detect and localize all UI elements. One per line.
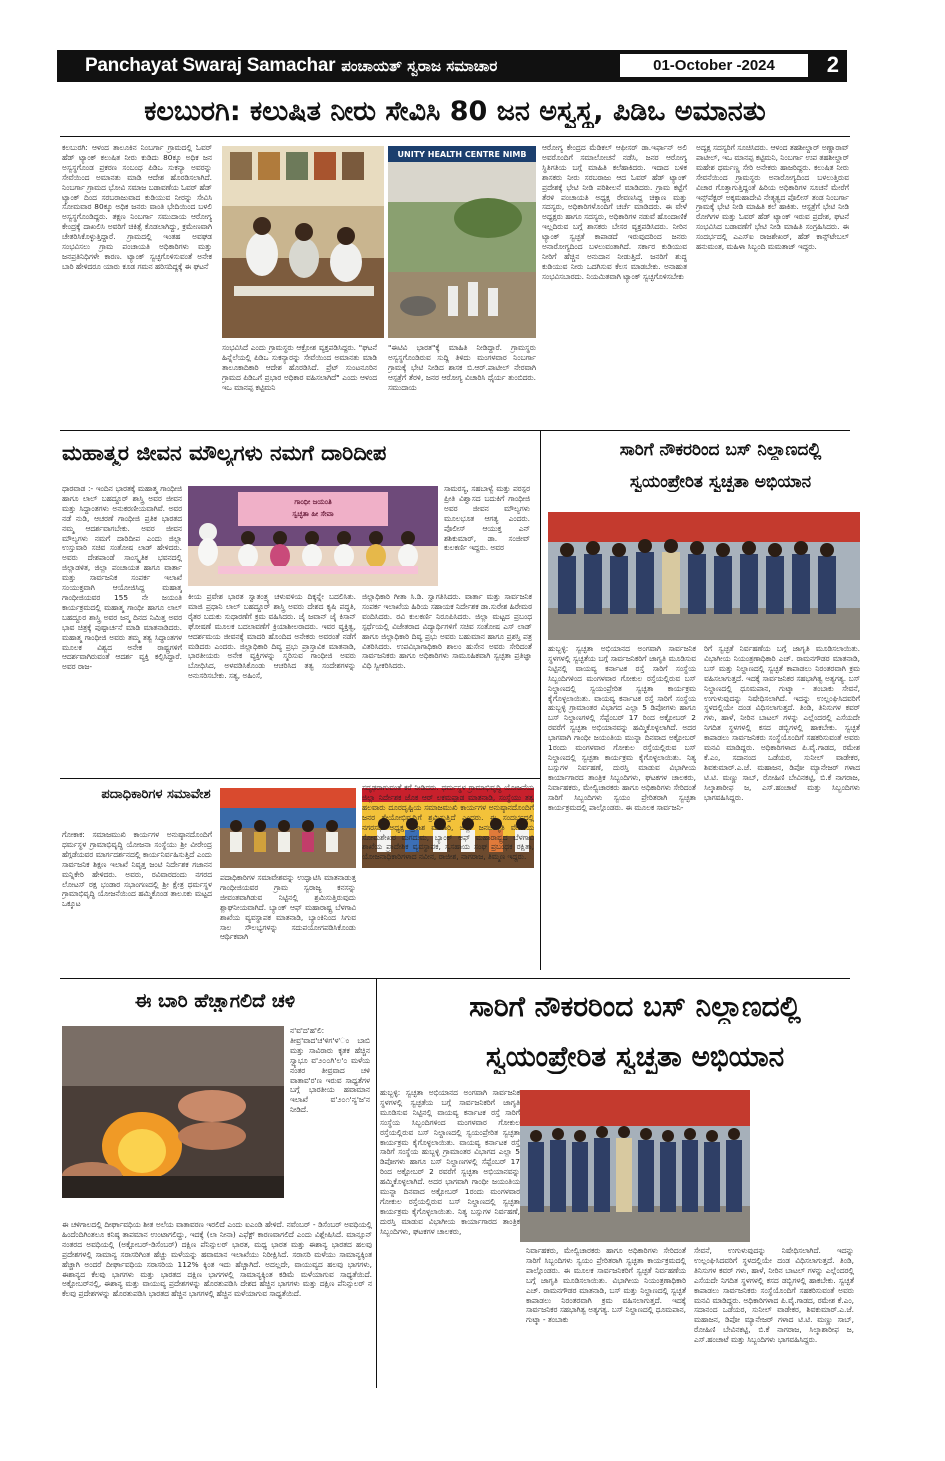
story2-column-1: ಧಾರವಾಡ :- ಇಂದಿನ ಭಾರತಕ್ಕೆ ಮಹಾತ್ಮ ಗಾಂಧೀಜಿ ಹಾಗೂ ಲಾಲ್ ಬಹದ್ದೂರ್ ಶಾಸ್ತ್ರಿ ಅವರ ಜೀವನ ಮತ್ತು ಸಿದ್ದಾಂತಗಳು ಅನುಕರಣೀಯವಾಗಿವೆ. ಅವರ ನಡೆ ನುಡಿ, ಆಚರಣೆ ಗಾಂಧೀಜಿ ಪ್ರತಿಕ ಭಾರತದ ನಮ್ಮ ಆದರ್ಶವಾಗಬೇಕು. ಅವರ ಜೀವನ ಮೌಲ್ಯಗಳು ನಮಗೆ ದಾರಿದೀಪ ಎಂದು ಜಿಲ್ಲಾ ಉಸ್ತುವಾರಿ ಸಚಿವ ಸಂತೋಷ ಲಾಡ್ ಹೇಳಿದರು. ಅವರು ದೇಶಪಾಂಡೆ ಸಾಂಸ್ಕೃತಿಕ ಭವನದಲ್ಲಿ ಜಿಲ್ಲಾಡಳಿತ, ಜಿಲ್ಲಾ ಪಂಚಾಯತ ಹಾಗೂ ವಾರ್ತಾ ಮತ್ತು ಸಾರ್ವಜನಿಕ ಸಂಪರ್ಕ ಇಲಾಖೆ ಸಂಯುಕ್ತವಾಗಿ ಆಯೋಜಿಸಿದ್ದ ಮಹಾತ್ಮ ಗಾಂಧೀಜಿಯವರ 155 ನೇ ಜಯಂತಿ ಕಾರ್ಯಕ್ರಮದಲ್ಲಿ ಮಹಾತ್ಮ ಗಾಂಧೀ ಹಾಗೂ ಲಾಲ್ ಬಹದ್ದೂರ ಶಾಸ್ತ್ರಿ ಅವರ ಜನ್ಮ ದಿನದ ನಿಮಿತ್ತ ಅವರ ಭಾವ ಚಿತ್ರಕ್ಕೆ ಪುಷ್ಪಾರ್ಚನೆ ಮಾಡಿ ಮಾತನಾಡಿದರು. ಮಹಾತ್ಮ ಗಾಂಧೀಜಿ ಅವರು ತಮ್ಮ ತತ್ವ ಸಿದ್ಧಾಂತಗಳ ಮೂಲಕ ವಿಶ್ವದ ಅನೇಕ ರಾಷ್ಟ್ರಗಳಿಗೆ ಆದರ್ಶವಾಗಿರುವಂತೆ ಆದರ್ಶ ವ್ಯಕ್ತಿ ಕಲ್ಪಿಸಿದ್ದಾರೆ. ಅವರ ರಾಜ-: [62, 484, 182, 672]
story3-column-2: ಪದಾಧಿಕಾರಿಗಳ ಸಮಾವೇಶವನ್ನು ಉದ್ಘಾಟಿಸಿ ಮಾತನಾಡುತ್ತ ಗಾಂಧೀಜಿಯವರ ಗ್ರಾಮ ಸ್ವರಾಜ್ಯ ಕನಸನ್ನು ಜೀವಂತವಾಗಿಡುವ ನಿಟ್ಟಿನಲ್ಲಿ ಶ್ರಮಿಸುತ್ತಿರುವುದು ಶ್ಲಾಘನೀಯವಾಗಿದೆ. ಬ್ಯಾಂಕ್ ಆಫ್ ಮಹಾರಾಷ್ಟ್ರ ಬೆಳಗಾವಿ ಶಾಖೆಯ ವ್ಯವಸ್ಥಾಪಕ ಮಾತನಾಡಿ, ಬ್ಯಾಂಕಿನಿಂದ ಸಿಗುವ ಸಾಲ ಸೌಲಭ್ಯಗಳನ್ನು ಸದುಪಯೋಗಪಡಿಸಿಕೊಂಡು ಆರ್ಥಿಕವಾಗಿ: [220, 873, 356, 942]
hospital-sign-text: UNITY HEALTH CENTRE NIMB: [397, 150, 527, 159]
story6-column-3: ಸೇವನೆ, ಉಗುಳುವುದನ್ನು ನಿಷೇಧಿಸಲಾಗಿದೆ. ಇದನ್ನು ಉಲ್ಲಂಘಿಸಿದವರಿಗೆ ಸ್ಥಳದಲ್ಲಿಯೇ ದಂಡ ವಿಧಿಸಲಾಗುತ್ತದೆ. ತಿಂಡಿ, ತಿನಿಸುಗಳ ಕವರ್ ಗಳು, ಹಾಳೆ, ನೀರಿನ ಬಾಟಲ್ ಗಳನ್ನು ಎಲ್ಲೆಂದರಲ್ಲಿ ಎಸೆಯದೇ ನಿಗದಿತ ಸ್ಥಳಗಳಲ್ಲಿ ಕಸದ ಡಬ್ಬಿಗಳಲ್ಲಿ ಹಾಕಬೇಕು. ಸ್ವಚ್ಛತೆ ಕಾಪಾಡಲು ಸಾರ್ವಜನಿಕರು ಸಂಸ್ಥೆಯೊಂದಿಗೆ ಸಹಕರಿಸುವಂತೆ ಅವರು ಮನವಿ ಮಾಡಿದ್ದರು. ಅಧಿಕಾರಿಗಳಾದ ಪಿ.ವೈ.ಗಾಡದ, ರಮೇಶ ಕೆ.ಎಂ, ಸದಾನಂದ ಒಡೆಯರ, ಸುನೀಲ್ ವಾಡೇಕರ, ಶಿವಕುಮಾರ್.ಎ.ಜೆ. ಮಹಾಜನ, ಡಿಪೋ ಮ್ಯಾನೇಜರ್ ಗಳಾದ ಟಿ.ಟಿ. ಮಣ್ಣು ಸಾಬ್, ರೋಹಿಣಿ ಬೇವಿನಕಟ್ಟಿ, ಬಿ.ಕೆ ನಾಗರಾಜ, ಸಿಲ್ಕಾಶಾರೀಫ ಜ, ಎಸ್.ಹಂಚಾಟೆ ಮತ್ತು ಸಿಬ್ಬಂದಿಗಳು ಭಾಗವಹಿಸಿದ್ದರು.: [694, 1246, 854, 1345]
story2-column-3: ಜಿಲ್ಲಾಧಿಕಾರಿ ಗೀತಾ ಸಿ.ಡಿ. ಸ್ವಾಗತಿಸಿದರು. ವಾರ್ತಾ ಮತ್ತು ಸಾರ್ವಜನಿಕ ಸಂಪರ್ಕ ಇಲಾಖೆಯ ಹಿರಿಯ ಸಹಾಯಕ ನಿರ್ದೇಶಕ ಡಾ.ಸುರೇಶ ಹಿರೇಮಠ ವಂದಿಸಿದರು. ರವಿ ಕುಲಕರ್ಣಿ ನಿರೂಪಿಸಿದರು. ಜಿಲ್ಲಾ ಮಟ್ಟದ ಪ್ರಬಂಧ ಸ್ಪರ್ಧೆಯಲ್ಲಿ ವಿಜೇತರಾದ ವಿದ್ಯಾರ್ಥಿಗಳಿಗೆ ಸಚಿವ ಸಂತೋಷ ಎಸ್ ಲಾಡ್ ಹಾಗೂ ಜಿಲ್ಲಾಧಿಕಾರಿ ದಿವ್ಯ ಪ್ರಭು ಅವರು ಬಹುಮಾನ ಹಾಗೂ ಪ್ರಶಸ್ತಿ ಪತ್ರ ವಿತರಿಸಿದರು. ಉಪವಿಭಾಗಾಧಿಕಾರಿ ಶಾಲಂ ಹುಸೇನ ಅವರು ಸೇರಿದಂತೆ ಸಾರ್ವಜನಿಕರು ಹಾಗೂ ಅಧಿಕಾರಿಗಳು ಸಾಮೂಹಿಕವಾಗಿ ಸ್ವಚ್ಛತಾ ಪ್ರತಿಜ್ಞಾ ವಿಧಿ ಸ್ವೀಕರಿಸಿದರು.: [362, 592, 532, 671]
story6-column-1: ಹುಬ್ಬಳ್ಳಿ: ಸ್ವಚ್ಛತಾ ಅಭಿಯಾನದ ಅಂಗವಾಗಿ ಸಾರ್ವಜನಿಕ ಸ್ಥಳಗಳಲ್ಲಿ ಸ್ವಚ್ಛತೆಯ ಬಗ್ಗೆ ಸಾರ್ವಜನಿಕರಿಗೆ ಜಾಗೃತಿ ಮೂಡಿಸುವ ನಿಟ್ಟಿನಲ್ಲಿ ವಾಯವ್ಯ ಕರ್ನಾಟಕ ರಸ್ತೆ ಸಾರಿಗೆ ಸಂಸ್ಥೆಯ ಸಿಬ್ಬಂದಿಗಳಿಂದ ಮಂಗಳವಾರ ಗೋಕುಲ ರಸ್ತೆಯಲ್ಲಿರುವ ಬಸ್ ನಿಲ್ದಾಣದಲ್ಲಿ ಸ್ವಯಂಪ್ರೇರಿತ ಸ್ವಚ್ಛತಾ ಕಾರ್ಯಕ್ರಮ ಕೈಗೊಳ್ಳಲಾಯಿತು. ವಾಯವ್ಯ ಕರ್ನಾಟಕ ರಸ್ತೆ ಸಾರಿಗೆ ಸಂಸ್ಥೆಯ ಹುಬ್ಬಳ್ಳಿ ಗ್ರಾಮಾಂತರ ವಿಭಾಗದ ಎಲ್ಲಾ 5 ಡಿಪೋಗಳು ಹಾಗೂ ಬಸ್ ನಿಲ್ದಾಣಗಳಲ್ಲಿ ಸೆಪ್ಟೆಂಬರ್ 17 ರಿಂದ ಅಕ್ಟೋಬರ್ 2 ರವರೆಗೆ ಸ್ವಚ್ಛತಾ ಅಭಿಯಾನವನ್ನು ಹಮ್ಮಿಕೊಳ್ಳಲಾಗಿದೆ. ಅದರ ಭಾಗವಾಗಿ ಗಾಂಧೀ ಜಯಂತಿಯ ಮುನ್ನಾ ದಿನವಾದ ಅಕ್ಟೋಬರ್ 1ರಂದು ಮಂಗಳವಾರ ಗೋಕುಲ ರಸ್ತೆಯಲ್ಲಿರುವ ಬಸ್ ನಿಲ್ದಾಣದಲ್ಲಿ ಸ್ವಚ್ಛತಾ ಕಾರ್ಯಕ್ರಮ ಕೈಗೊಳ್ಳಲಾಯಿತು. ನಿತ್ಯ ಬಸ್ಸುಗಳ ನಿರ್ವಹಣೆ, ದುರಸ್ತಿ ಮಾಡುವ ವಿಭಾಗೀಯ ಕಾರ್ಯಾಗಾರದ ತಾಂತ್ರಿಕ ಸಿಬ್ಬಂದಿಗಳು, ಘಟಕಗಳ ಚಾಲಕರು,: [380, 1088, 520, 1236]
story5-photo-fire: [62, 1026, 284, 1198]
issue-date: 01-October -2024: [619, 53, 809, 78]
story6-photo-cleanup: [520, 1090, 750, 1242]
story6-column-2: ನಿರ್ವಾಹಕರು, ಮೇಲ್ವಿಚಾರಕರು ಹಾಗೂ ಅಧಿಕಾರಿಗಳು ಸೇರಿದಂತೆ ಸಾರಿಗೆ ಸಿಬ್ಬಂದಿಗಳು ಸ್ವಯಂ ಪ್ರೇರಿತರಾಗಿ ಸ್ವಚ್ಛತಾ ಕಾರ್ಯಕ್ರಮದಲ್ಲಿ ಪಾಲ್ಗೊಂಡರು. ಈ ಮೂಲಕ ಸಾರ್ವಜನಿಕರಿಗೆ ಸ್ವಚ್ಛತೆ ನಿರ್ವಹಣೆಯ ಬಗ್ಗೆ ಜಾಗೃತಿ ಮೂಡಿಸಲಾಯಿತು. ವಿಭಾಗೀಯ ನಿಯಂತ್ರಣಾಧಿಕಾರಿ ಎಚ್. ರಾಮನಗೌಡರ ಮಾತನಾಡಿ, ಬಸ್ ಮತ್ತು ನಿಲ್ದಾಣದಲ್ಲಿ ಸ್ವಚ್ಛತೆ ಕಾಪಾಡಲು ನಿರಂತರವಾಗಿ ಕ್ರಮ ವಹಿಸಲಾಗುತ್ತದೆ. ಇದಕ್ಕೆ ಸಾರ್ವಜನಿಕರ ಸಹಭಾಗಿತ್ವ ಅತ್ಯಗತ್ಯ. ಬಸ್ ನಿಲ್ದಾಣದಲ್ಲಿ ಧೂಮಪಾನ, ಗುಟ್ಕಾ - ತಂಬಾಕು: [526, 1246, 686, 1325]
story5-headline: ಈ ಬಾರಿ ಹೆಚ್ಚಾಗಲಿದೆ ಚಳಿ: [134, 990, 296, 1012]
story1-column-1: ಕಲಬುರಗಿ: ಆಳಂದ ತಾಲೂಕಿನ ನಿಂಬರ್ಗಾ ಗ್ರಾಮದಲ್ಲಿ ಓವರ್ ಹೆಡ್ ಟ್ಯಾಂಕ್ ಕಲುಷಿತ ನೀರು ಕುಡಿದು 80ಕ್ಕೂ ಅಧಿಕ ಜನ ಅಸ್ವಸ್ಥಗೊಂಡ ಪ್ರಕರಣ ಸಂಬಂಧ ಪಿಡಿಒ ಸುಕನ್ಯಾ ಅವರನ್ನು ಸೇವೆಯಿಂದ ಅಮಾನತು ಮಾಡಿ ಆದೇಶ ಹೊರಡಿಸಲಾಗಿದೆ. ನಿಂಬರ್ಗಾ ಗ್ರಾಮದ ಭೋವಿ ಸಮಾಜ ಬಡಾವಣೆಯ ಓವರ್ ಹೆಡ್ ಟ್ಯಾಂಕ್ ದಿಂದ ಸರಬರಾಜುವಾದ ಕುಡಿಯುವ ನೀರನ್ನು ಸೇವಿಸಿ ಸೋಮವಾರ 80ಕ್ಕೂ ಅಧಿಕ ಜನರು ವಾಂತಿ ಭೇದಿಯಿಂದ ಬಳಲಿ ಅಸ್ವಸ್ಥಗೊಂಡಿದ್ದರು. ತಕ್ಷಣ ನಿಂಬರ್ಗಾ ಸಮುದಾಯ ಆರೋಗ್ಯ ಕೇಂದ್ರಕ್ಕೆ ದಾಖಲಿಸಿ ಅವರಿಗೆ ಚಿಕಿತ್ಸೆ ಕೊಡಲಾಗಿದ್ದು, ಕ್ರಮೇಣವಾಗಿ ಚೇತರಿಸಿಕೊಳ್ಳುತ್ತಿದ್ದಾರೆ. ಗ್ರಾಮದಲ್ಲಿ ಇಂತಹ ಅವಘಡ ಸಂಭವಿಸಲು ಗ್ರಾಮ ಪಂಚಾಯತಿ ಅಧಿಕಾರಿಗಳು ಮತ್ತು ಜನಪ್ರತಿನಿಧಿಗಳೇ ಕಾರಣ. ಟ್ಯಾಂಕ್ ಸ್ವಚ್ಛಗೊಳಿಸುವಂತೆ ಅನೇಕ ಬಾರಿ ಹೇಳಿದರೂ ಯಾರು ಕೂಡ ಗಮನ ಹರಿಸದಿದ್ದಕ್ಕೆ ಈ ಘಟನೆ: [62, 143, 212, 271]
divider: [60, 978, 850, 979]
divider: [540, 430, 541, 970]
story4-column-2: ರಿಗೆ ಸ್ವಚ್ಛತೆ ನಿರ್ವಹಣೆಯ ಬಗ್ಗೆ ಜಾಗೃತಿ ಮೂಡಿಸಲಾಯಿತು. ವಿಭಾಗೀಯ ನಿಯಂತ್ರಣಾಧಿಕಾರಿ ಎಚ್. ರಾಮನಗೌಡರ ಮಾತನಾಡಿ, ಬಸ್ ಮತ್ತು ನಿಲ್ದಾಣದಲ್ಲಿ ಸ್ವಚ್ಛತೆ ಕಾಪಾಡಲು ನಿರಂತರವಾಗಿ ಕ್ರಮ ವಹಿಸಲಾಗುತ್ತದೆ. ಇದಕ್ಕೆ ಸಾರ್ವಜನಿಕರ ಸಹಭಾಗಿತ್ವ ಅತ್ಯಗತ್ಯ. ಬಸ್ ನಿಲ್ದಾಣದಲ್ಲಿ ಧೂಮಪಾನ, ಗುಟ್ಕಾ - ತಂಬಾಕು ಸೇವನೆ, ಉಗುಳುವುದನ್ನು ನಿಷೇಧಿಸಲಾಗಿದೆ. ಇದನ್ನು ಉಲ್ಲಂಘಿಸಿದವರಿಗೆ ಸ್ಥಳದಲ್ಲಿಯೇ ದಂಡ ವಿಧಿಸಲಾಗುತ್ತದೆ. ತಿಂಡಿ, ತಿನಿಸುಗಳ ಕವರ್ ಗಳು, ಹಾಳೆ, ನೀರಿನ ಬಾಟಲ್ ಗಳನ್ನು ಎಲ್ಲೆಂದರಲ್ಲಿ ಎಸೆಯದೇ ನಿಗದಿತ ಸ್ಥಳಗಳಲ್ಲಿ ಕಸದ ಡಬ್ಬಿಗಳಲ್ಲಿ ಹಾಕಬೇಕು. ಸ್ವಚ್ಛತೆ ಕಾಪಾಡಲು ಸಾರ್ವಜನಿಕರು ಸಂಸ್ಥೆಯೊಂದಿಗೆ ಸಹಕರಿಸುವಂತೆ ಅವರು ಮನವಿ ಮಾಡಿದ್ದರು. ಅಧಿಕಾರಿಗಳಾದ ಪಿ.ವೈ.ಗಾಡದ, ರಮೇಶ ಕೆ.ಎಂ, ಸದಾನಂದ ಒಡೆಯರ, ಸುನೀಲ್ ವಾಡೇಕರ, ಶಿವಕುಮಾರ್.ಎ.ಜೆ. ಮಹಾಜನ, ಡಿಪೋ ಮ್ಯಾನೇಜರ್ ಗಳಾದ ಟಿ.ಟಿ. ಮಣ್ಣು ಸಾಬ್, ರೋಹಿಣಿ ಬೇವಿನಕಟ್ಟಿ, ಬಿ.ಕೆ ನಾಗರಾಜ, ಸಿಲ್ಕಾಶಾರೀಫ ಜ, ಎಸ್.ಹಂಚಾಟೆ ಮತ್ತು ಸಿಬ್ಬಂದಿಗಳು ಭಾಗವಹಿಸಿದ್ದರು.: [704, 644, 860, 802]
story1-headline: ಕಲಬುರಗಿ: ಕಲುಷಿತ ನೀರು ಸೇವಿಸಿ 80 ಜನ ಅಸ್ವಸ್ಥ, ಪಿಡಿಒ ಅಮಾನತು: [144, 96, 766, 127]
divider: [60, 136, 850, 137]
story3-column-3: ಸದೃಢರಾಗುವಂತೆ ಕರೆ ನೀಡಿದರು. ಧರ್ಮಸ್ಥಳ ಗ್ರಾಮಾಭಿವೃದ್ಧಿ ಯೋಜನೆಯ ಜಿಲ್ಲಾ ನಿರ್ದೇಶಕ ಜೊಕ ಆರ್ ಲಕಮಪ್ಪಾಡ ಮಾತನಾಡಿ, ಸಂಸ್ಥೆಯು ತತ್ವ ಹಲವಾರು ದೂರದೃಷ್ಟಿಯ ಸಮಾಜಮುಖಿ ಕಾರ್ಯಗಳ ಅನುಷ್ಠಾನದೊಂದಿಗೆ ಜನರ ಶ್ರೇಯೋಭಿವೃದ್ಧಿಗೆ ಶ್ರಮಿಸುತ್ತಿದೆ ಎಂದರು. ಈ ಸಂದರ್ಭದಲ್ಲಿ ನಗರಸಭೆ ಅಧ್ಯಕ್ಷ ಪ್ರಕಾಶ ಮುರಾರಿ, ಜಿಲ್ಲಾ ಜನಜಾಗೃತಿ ವೇದಿಕೆಯ ಸೋಮಶೇಖರ ಮಗದುಮ, ಬ್ಯಾಂಕ್ ಆಫ್ ಮಹಾರಾಷ್ಟ್ರದ ಬೆಳಗಾವಿ ಶಾಖೆಯ ಪ್ರಾದೇಶಿಕ ವ್ಯವಸ್ಥಾಪಕ, ಸ್ವಸಹಾಯ ಸಂಘ ಪ್ರಬಂಧಕ ರಕ್ಷಿತಾ, ಯೋಜನಾಧಿಕಾರಿಗಳಾದ ನವೀನ, ರಾಜೀಶ, ನಾಗರಾಜ, ತಿಮ್ಮಣ ಇದ್ದರು.: [362, 783, 534, 862]
story1-caption-right: "ಈಟಿವಿ ಭಾರತ"ಕ್ಕೆ ಮಾಹಿತಿ ನೀಡಿದ್ದಾರೆ. ಗ್ರಾಮಸ್ಥರು ಅಸ್ವಸ್ಥಗೊಂಡಿರುವ ಸುದ್ದಿ ತಿಳಿದು ಮಂಗಳವಾರ ನಿಂಬರ್ಗಾ ಗ್ರಾಮಕ್ಕೆ ಭೇಟಿ ನೀಡಿದ ಶಾಸಕ ಬಿ.ಆರ್.ಪಾಟೀಲ್ ನೇರವಾಗಿ ಆಸ್ಪತ್ರೆಗೆ ತೆರಳಿ, ಜನರ ಆರೋಗ್ಯ ವಿಚಾರಿಸಿ ಧೈರ್ಯ ತುಂಬಿದರು. ಸಮುದಾಯ: [388, 343, 536, 392]
masthead: [57, 50, 847, 82]
banner-text-line2: ಸ್ವಚ್ಛತಾ ಹೀ ಸೇವಾ: [292, 510, 334, 518]
story2-photo-event: [188, 486, 438, 586]
story1-column-4: ಅದ್ಯಕ್ಷ ಸದಸ್ಯರಿಗೆ ಸೂಚಿಸಿದರು. ಆಳಂದ ತಹಶೀಲ್ದಾರ್ ಅಣ್ಣಾರಾವ್ ಪಾಟೀಲ್, ಇಒ ಮಾನಪ್ಪ ಕಟ್ಟಿಮನಿ, ನಿಂಬರ್ಗಾ ಉಪ ತಹಶೀಲ್ದಾರ್ ಮಹೇಶ ಧರ್ಮಣ್ಣ ಸೇರಿ ಅನೇಕರು ಹಾಜರಿದ್ದರು. ಕಲುಷಿತ ನೀರು ಸೇವನೆಯಿಂದ ಗ್ರಾಮಸ್ಥರು ಅನಾರೋಗ್ಯದಿಂದ ಬಳಲುತ್ತಿರುವ ವಿಚಾರ ಗೊತ್ತಾಗುತ್ತಿದ್ದಂತೆ ಹಿರಿಯ ಅಧಿಕಾರಿಗಳ ಸೂಚನೆ ಮೇರೆಗೆ ಇನ್ಸ್‌ಪೆಕ್ಟರ್ ಅಕ್ಕಮಹಾದೇವಿ ನೇತೃತ್ವದ ಪೊಲೀಸ್ ತಂಡ ನಿಂಬರ್ಗಾ ಗ್ರಾಮಕ್ಕೆ ಭೇಟಿ ನೀಡಿ ಮಾಹಿತಿ ಕಲೆ ಹಾಕಿತು. ಆಸ್ಪತ್ರೆಗೆ ಭೇಟಿ ನೀಡಿ ರೋಗಿಗಳ ಮತ್ತು ಓವರ್ ಹೆಡ್ ಟ್ಯಾಂಕ್ ಇರುವ ಪ್ರದೇಶ, ಘಟನೆ ಸಂಭವಿಸಿದ ಬಡಾವಣೆಗೆ ಭೇಟಿ ನೀಡಿ ಮಾಹಿತಿ ಸಂಗ್ರಹಿಸಿದರು. ಈ ಸಂದರ್ಭದಲ್ಲಿ ಎಎಸ್ಐ ರಾಜಶೇಖರ್, ಹೆಡ್ ಕಾನ್ಸ್‌ಟೇಬಲ್ ಹನುಮಂತ, ಮಹಿಳಾ ಸಿಬ್ಬಂದಿ ಮಮತಾಜ್ ಇದ್ದರು.: [696, 143, 849, 252]
story5-body: ಈ ಚಳಿಗಾಲದಲ್ಲಿ ದೀರ್ಘಾವಧಿಯ ಶೀತ ಅಲೆಯ ವಾತಾವರಣ ಇರಲಿದೆ ಎಂದು ಐಎಂಡಿ ಹೇಳಿದೆ. ನವೆಂಬರ್ - ಡಿಸೆಂಬರ್ ಅವಧಿಯಲ್ಲಿ ಹಿಂದೆಂದಿಗಿಂತಲೂ ಕನಿಷ್ಠ ತಾಪಮಾನ ಉಂಟಾಗಲಿದ್ದು, ಇದಕ್ಕೆ (ಲಾ ನೀನಾ) ಎಫೆಕ್ಟ್ ಕಾರಣವಾಗಲಿದೆ ಎಂದು ವಿಶ್ಲೇಷಿಸಿದೆ. ಮಾನ್ಸೂನ್ ನಂತರದ ಅವಧಿಯಲ್ಲಿ (ಅಕ್ಟೋಬರ್-ಡಿಸೆಂಬರ್) ದಕ್ಷಿಣ ಪೆನಿನ್ಸುಲರ್ ಭಾರತ, ಮಧ್ಯ ಭಾರತ ಮತ್ತು ಈಶಾನ್ಯ ಭಾರತದ ಹಲವು ಪ್ರದೇಶಗಳಲ್ಲಿ ಸಾಮಾನ್ಯ ಸರಾಸರಿಗಿಂತ ಹೆಚ್ಚು ಮಳೆಯನ್ನು ಹವಾಮಾನ ಇಲಾಖೆಯು ನಿರೀಕ್ಷಿಸಿದೆ. ಸರಾಸರಿ ಮಳೆಯು ಸಾಮಾನ್ಯಕ್ಕಿಂತ ಹೆಚ್ಚಾಗಿ ಅಂದರೆ ದೀರ್ಘಾವಧಿಯ ಸರಾಸರಿಯ 112% ಕ್ಕಿಂತ ಇದು ಹೆಚ್ಚಾಗಿದೆ. ಅದಲ್ಲದೇ, ವಾಯುವ್ಯದ ಹಲವು ಭಾಗಗಳು, ಈಶಾನ್ಯದ ಕೆಲವು ಭಾಗಗಳು ಮತ್ತು ಭಾರತದ ದಕ್ಷಿಣ ಭಾಗಗಳಲ್ಲಿ ಸಾಮಾನ್ಯಕ್ಕಿಂತ ಕಡಿಮೆ ಮಳೆಯಾಗುವ ಸಾಧ್ಯತೆಯಿದೆ. ಅಕ್ಟೋಬರ್‌ನಲ್ಲಿ, ಈಶಾನ್ಯ ಮತ್ತು ವಾಯುವ್ಯ ಪ್ರದೇಶಗಳನ್ನು ಹೊರತುಪಡಿಸಿ ದೇಶದ ಹೆಚ್ಚಿನ ಭಾಗಗಳು ಮತ್ತು ದಕ್ಷಿಣ ಪೆನಿನ್ಸುಲರ್ ನ ಕೆಲವು ಪ್ರದೇಶಗಳನ್ನು ಹೊರತುಪಡಿಸಿ ಭಾರತದ ಹೆಚ್ಚಿನ ಭಾಗಗಳಲ್ಲಿ ಹೆಚ್ಚಿನ ಮಳೆಯಾಗುವ ಸಾಧ್ಯತೆಯಿದೆ.: [62, 1220, 372, 1299]
story1-photo-meeting: [222, 146, 384, 338]
story1-photo-hospital: [388, 146, 536, 338]
story3-column-1: ಗೋಕಾಕ: ಸಮಾಜಮುಖಿ ಕಾರ್ಯಗಳ ಅನುಷ್ಠಾನದೊಂದಿಗೆ ಧರ್ಮಸ್ಥಳ ಗ್ರಾಮಾಭಿವೃದ್ಧಿ ಯೋಜನಾ ಸಂಸ್ಥೆಯು ಶ್ರೀ ವೀರೇಂದ್ರ ಹೆಗ್ಗಡೆಯವರ ಮಾರ್ಗದರ್ಶನದಲ್ಲಿ ಕಾರ್ಯನಿರ್ವಹಿಸುತ್ತಿದೆ ಎಂದು ಸಾರ್ವಜನಿಕ ಶಿಕ್ಷಣ ಇಲಾಖೆ ನಿವೃತ್ತ ಜಂಟಿ ನಿರ್ದೇಶಕ ಗಜಾನನ ಮನ್ನಿಕೇರಿ ಹೇಳಿದರು. ಅವರು, ರವಿವಾರದಂದು ನಗರದ ಲೋಟಸ್ ರಕ್ಷ ಭಂಡಾರ ಸಭಾಂಗಣದಲ್ಲಿ ಶ್ರೀ ಕ್ಷೇತ್ರ ಧರ್ಮಸ್ಥಳ ಗ್ರಾಮಾಭಿವೃದ್ಧಿ ಯೋಜನೆಯಿಂದ ಹಮ್ಮಿಕೊಂಡ ತಾಲೂಕು ಮಟ್ಟದ ಒಕ್ಕೂಟ: [62, 830, 212, 909]
story2-headline: ಮಹಾತ್ಮರ ಜೀವನ ಮೌಲ್ಯಗಳು ನಮಗೆ ದಾರಿದೀಪ: [62, 441, 387, 465]
masthead-title-english: Panchayat Swaraj Samachar: [85, 55, 336, 76]
story3-photo-gathering: [220, 788, 356, 868]
divider: [60, 778, 540, 779]
story4-photo-cleanup: [548, 512, 860, 640]
story1-caption-left: ಸಂಭವಿಸಿದೆ ಎಂದು ಗ್ರಾಮಸ್ಥರು ಆಕ್ರೋಶ ವ್ಯಕ್ತಪಡಿಸಿದ್ದರು. "ಘಟನೆ ಹಿನ್ನೆಲೆಯಲ್ಲಿ ಪಿಡಿಒ ಸುಕನ್ಯಾರನ್ನು ಸೇವೆಯಿಂದ ಅಮಾನತು ಮಾಡಿ ತಾಲೂಕಾದಿಕಾರಿ ಆದೇಶ ಹೊರಡಿಸಿದೆ. ಪ್ರೆಟ್ ಸುಂಟನೂರಿನ ಗ್ರಾಮದ ಪಿಡಿಒಗೆ ಪ್ರಭಾರ ಅಧಿಕಾರ ವಹಿಸಲಾಗಿದೆ" ಎಂದು ಆಳಂದ ಇಒ ಮಾನಪ್ಪ ಕಟ್ಟಿಮನಿ: [222, 343, 377, 392]
page-number: 2: [826, 52, 839, 77]
story5-side-text: ನ'ವ'ದ'ಹ'ಲಿ: ತೀವ್ರ'ವಾದ'ಚ'ಳಿಗ'ಳ'ಂ ಬಾಬಿ ಮತ್ತು ಸಾವಿರಾರು ಕೃತಕ ಹೆಚ್ಚಿನ ಸ್ವ್ಯಾಭೂ ವ'೨೦೦ಗಿ'ಲ'೦ ಮಳೆಯ ನಂತರ ತೀವ್ರವಾದ ಚಳಿ ವಾತಾವ'ರ'ಣ ಇರುವ ಸಾಧ್ಯತೆಗಳ ಬಗ್ಗೆ ಭಾರತೀಯ ಹವಾಮಾನ ಇಲಾಖೆ ವ'೨೦೧'ನ್ಯ'ಜ'ನ ನೀಡಿದೆ.: [290, 1026, 370, 1115]
divider: [376, 978, 377, 1388]
story6-headline-line1: ಸಾರಿಗೆ ನೌಕರರಿಂದ ಬಸ್ ನಿಲ್ದಾಣದಲ್ಲಿ: [469, 990, 801, 1023]
divider: [60, 430, 850, 431]
story6-headline-line2: ಸ್ವಯಂಪ್ರೇರಿತ ಸ್ವಚ್ಛತಾ ಅಭಿಯಾನ: [485, 1040, 785, 1073]
story1-column-3: ಆರೋಗ್ಯ ಕೇಂದ್ರದ ಮೆಡಿಕಲ್ ಆಫೀಸರ್ ಡಾ.ಇರ್ಫಾನ್ ಅಲಿ ಅವರೊಂದಿಗೆ ಸಮಾಲೋಚನೆ ನಡೆಸಿ, ಜನರ ಆರೋಗ್ಯ ಸ್ಥಿತಿಗತಿಯ ಬಗ್ಗೆ ಮಾಹಿತಿ ಕಲೆಹಾಕಿದರು. ಇದಾದ ಬಳಿಕ ಶಾಸಕರು ನೀರು ಸರಬರಾಜು ಆದ ಓವರ್ ಹೆಡ್ ಟ್ಯಾಂಕ್ ಪ್ರದೇಶಕ್ಕೆ ಭೇಟಿ ನೀಡಿ ಪರಿಶೀಲನೆ ಮಾಡಿದರು. ಗ್ರಾಮ ಕಟ್ಟೆಗೆ ತೆರಳಿ ಪಂಚಾಯತಿ ಅಧ್ಯಕ್ಷ ರೇವಣಸಿದ್ದ ಚಿಕ್ಕಾಣ ಮತ್ತು ಸದಸ್ಯರು, ಅಧಿಕಾರಿಗಳೊಂದಿಗೆ ಚರ್ಚೆ ಮಾಡಿದರು. ಈ ವೇಳೆ ಅಧ್ಯಕ್ಷರು ಹಾಗೂ ಸದಸ್ಯರು, ಅಧಿಕಾರಿಗಳ ನಡುವೆ ಹೊಂದಾಣಿಕೆ ಇಲ್ಲದಿರುವ ಬಗ್ಗೆ ಶಾಸಕರು ಬೇಸರ ವ್ಯಕ್ತಪಡಿಸಿದರು. ನೀರಿನ ಟ್ಯಾಂಕ್ ಸ್ವಚ್ಛತೆ ಕಾಪಾಡದೆ ಇರುವುದರಿಂದ ಜನರು ಅನಾರೋಗ್ಯದಿಂದ ಬಳಲುವಂತಾಗಿದೆ. ಸರ್ಕಾರ ಕುಡಿಯುವ ನೀರಿಗೆ ಹೆಚ್ಚಿನ ಅನುದಾನ ನೀಡುತ್ತಿದೆ. ಜನರಿಗೆ ಶುದ್ಧ ಕುಡಿಯುವ ನೀರು ಒದಗಿಸುವ ಕೆಲಸ ಮಾಡಬೇಕು. ಅನಾಹುತ ಸಂಭವಿಸಬಾರದು. ನಿಯಮಿತವಾಗಿ ಟ್ಯಾಂಕ್ ಸ್ವಚ್ಛಗೊಳಿಸಬೇಕು: [542, 143, 687, 281]
story4-headline-line1: ಸಾರಿಗೆ ನೌಕರರಿಂದ ಬಸ್ ನಿಲ್ದಾಣದಲ್ಲಿ: [619, 440, 822, 460]
story2-column-2: ಕೀಯ ಪ್ರವೇಶ ಭಾರತ ಸ್ವಾತಂತ್ರ್ಯ ಚಳುವಳಿಯ ದಿಕ್ಕನ್ನೇ ಬದಲಿಸಿತು. ಮಾಜಿ ಪ್ರಧಾನಿ ಲಾಲ್ ಬಹದ್ದೂರ್ ಶಾಸ್ತ್ರಿ ಅವರು ದೇಶದ ಕೃಷಿ ಪದ್ಧತಿ, ರೈತರ ಬದುಕು ಸುಧಾರಣೆಗೆ ಕ್ರಮ ವಹಿಸಿದರು. ಜೈ ಜವಾನ್ ಜೈ ಕಿಸಾನ್ ಘೋಷಣೆ ಮೂಲಕ ಬದಲಾವಣೆಗೆ ಕ್ರಿಯಾಶೀಲರಾದರು. ಇವರ ವ್ಯಕ್ತಿತ್ವ, ಆದರ್ಶಮಯ ಜೀವನಕ್ಕೆ ಮಾದರಿ ಹೊಂದಿದ ಅನೇಕರು ಅವರಂತೆ ನಡೆಗೆ ಮಡಿದರು ಎಂದರು. ಜಿಲ್ಲಾಧಿಕಾರಿ ದಿವ್ಯ ಪ್ರಭು ಪ್ರಾಸ್ತಾವಿಕ ಮಾತನಾಡಿ, ಭಾರತೀಯರು ಅನೇಕ ವ್ಯಕ್ತಿಗಳನ್ನು ಸ್ಮರಿಸುವ ಗಾಂಧೀಜಿ ಅವರು ಬೋಧಿಸಿದ, ಅಳವಡಿಸಿಕೊಂಡು ಆಚರಿಸಿದ ತತ್ವ ಸಂದೇಶಗಳನ್ನು ಅನುಸರಿಸಬೇಕು. ಸತ್ಯ, ಅಹಿಂಸೆ,: [188, 592, 356, 681]
banner-text-line1: ಗಾಂಧೀ ಜಯಂತಿ: [294, 498, 332, 506]
story4-headline-line2: ಸ್ವಯಂಪ್ರೇರಿತ ಸ್ವಚ್ಛತಾ ಅಭಿಯಾನ: [629, 472, 812, 492]
story4-column-1: ಹುಬ್ಬಳ್ಳಿ: ಸ್ವಚ್ಛತಾ ಅಭಿಯಾನದ ಅಂಗವಾಗಿ ಸಾರ್ವಜನಿಕ ಸ್ಥಳಗಳಲ್ಲಿ ಸ್ವಚ್ಛತೆಯ ಬಗ್ಗೆ ಸಾರ್ವಜನಿಕರಿಗೆ ಜಾಗೃತಿ ಮೂಡಿಸುವ ನಿಟ್ಟಿನಲ್ಲಿ ವಾಯವ್ಯ ಕರ್ನಾಟಕ ರಸ್ತೆ ಸಾರಿಗೆ ಸಂಸ್ಥೆಯ ಸಿಬ್ಬಂದಿಗಳಿಂದ ಮಂಗಳವಾರ ಗೋಕುಲ ರಸ್ತೆಯಲ್ಲಿರುವ ಬಸ್ ನಿಲ್ದಾಣದಲ್ಲಿ ಸ್ವಯಂಪ್ರೇರಿತ ಸ್ವಚ್ಛತಾ ಕಾರ್ಯಕ್ರಮ ಕೈಗೊಳ್ಳಲಾಯಿತು. ವಾಯವ್ಯ ಕರ್ನಾಟಕ ರಸ್ತೆ ಸಾರಿಗೆ ಸಂಸ್ಥೆಯ ಹುಬ್ಬಳ್ಳಿ ಗ್ರಾಮಾಂತರ ವಿಭಾಗದ ಎಲ್ಲಾ 5 ಡಿಪೋಗಳು ಹಾಗೂ ಬಸ್ ನಿಲ್ದಾಣಗಳಲ್ಲಿ ಸೆಪ್ಟೆಂಬರ್ 17 ರಿಂದ ಅಕ್ಟೋಬರ್ 2 ರವರೆಗೆ ಸ್ವಚ್ಛತಾ ಅಭಿಯಾನವನ್ನು ಹಮ್ಮಿಕೊಳ್ಳಲಾಗಿದೆ. ಅದರ ಭಾಗವಾಗಿ ಗಾಂಧೀ ಜಯಂತಿಯ ಮುನ್ನಾ ದಿನವಾದ ಅಕ್ಟೋಬರ್ 1ರಂದು ಮಂಗಳವಾರ ಗೋಕುಲ ರಸ್ತೆಯಲ್ಲಿರುವ ಬಸ್ ನಿಲ್ದಾಣದಲ್ಲಿ ಸ್ವಚ್ಛತಾ ಕಾರ್ಯಕ್ರಮ ಕೈಗೊಳ್ಳಲಾಯಿತು. ನಿತ್ಯ ಬಸ್ಸುಗಳ ನಿರ್ವಹಣೆ, ದುರಸ್ತಿ ಮಾಡುವ ವಿಭಾಗೀಯ ಕಾರ್ಯಾಗಾರದ ತಾಂತ್ರಿಕ ಸಿಬ್ಬಂದಿಗಳು, ಘಟಕಗಳ ಚಾಲಕರು, ನಿರ್ವಾಹಕರು, ಮೇಲ್ವಿಚಾರಕರು ಹಾಗೂ ಅಧಿಕಾರಿಗಳು ಸೇರಿದಂತೆ ಸಾರಿಗೆ ಸಿಬ್ಬಂದಿಗಳು ಸ್ವಯಂ ಪ್ರೇರಿತರಾಗಿ ಸ್ವಚ್ಛತಾ ಕಾರ್ಯಕ್ರಮದಲ್ಲಿ ಪಾಲ್ಗೊಂಡರು. ಈ ಮೂಲಕ ಸಾರ್ವಜನಿ-: [548, 644, 696, 812]
story3-subhead: ಪದಾಧಿಕಾರಿಗಳ ಸಮಾವೇಶ: [101, 787, 211, 802]
story2-top-right: ಸಾಮರಸ್ಯ, ಸಹಬಾಳ್ವೆ ಮತ್ತು ಪರಸ್ಪರ ಪ್ರೀತಿ ವಿಶ್ವಾಸದ ಬದುಕಿಗೆ ಗಾಂಧೀಜಿ ಅವರ ಜೀವನ ಮೌಲ್ಯಗಳು ಮೂಲಭೂತ ಆಗತ್ಯ ಎಂದರು. ಪೊಲೀಸ್ ಆಯುಕ್ತ ಎನ್ ಶಶಿಕುಮಾರ್, ಡಾ. ಸಂಜೀವ್ ಕುಲಕರ್ಣಿ ಇದ್ದರು. ಅವರ: [444, 484, 530, 553]
masthead-title-kannada: ಪಂಚಾಯತ್ ಸ್ವರಾಜ ಸಮಾಚಾರ: [341, 57, 498, 75]
